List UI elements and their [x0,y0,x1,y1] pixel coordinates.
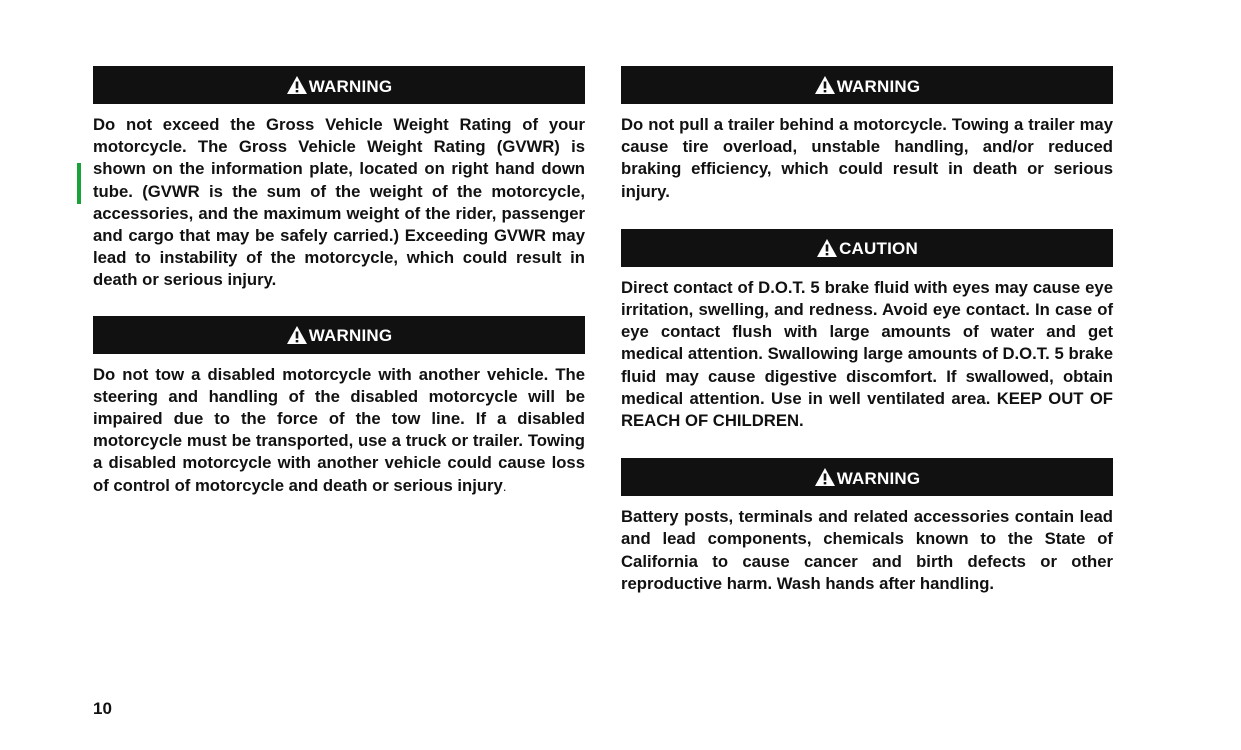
left-column [93,66,585,522]
warning-triangle-icon [286,75,308,95]
banner-label: WARNING [308,76,393,96]
notice-text: Do not exceed the Gross Vehicle Weight Rating of your motorcycle. The Gross Vehicle Weight Rating (GVWR) is shown on the information plate, located on right hand down tube. (GVWR is the sum of the weight of the motorcycle, accessories, and the maximum weight of the rider, passenger and cargo that may be safely carried.) Exceeding GVWR may lead to instability of the motorcycle, which could result in death or serious injury. [93,115,585,290]
banner-label: WARNING [836,76,921,96]
notice-text: Direct contact of D.O.T. 5 brake fluid with eyes may cause eye irritation, swelling, and redness. Avoid eye contact. In case of eye contact flush with large amounts of water and get medical attention. Swallowing large amounts of D.O.T. 5 brake fluid may cause digestive discomfort. If swallowed, obtain medical attention. Use in well ventilated area. KEEP OUT OF REACH OF CHILDREN. [621,277,1113,431]
warning-triangle-icon [816,238,838,258]
warning-banner [621,458,1113,496]
notice-text-wrapper [93,364,585,498]
page-number: 10 [93,699,112,718]
banner-label: WARNING [836,468,921,488]
revision-change-bar [77,163,81,204]
trailing-period: . [502,478,507,494]
brake-fluid-caution [621,229,1113,432]
gvwr-warning [93,66,585,292]
warning-banner [93,316,585,354]
notice-text: Do not pull a trailer behind a motorcycle. Towing a trailer may cause tire overload, unstable handling, and/or reduced braking efficiency, which could result in death or serious injury. [621,115,1113,201]
battery-warning [621,458,1113,595]
banner-label: WARNING [308,326,393,346]
towing-warning [93,316,585,498]
warning-banner [621,66,1113,104]
notice-text: Do not tow a disabled motorcycle with another vehicle. The steering and handling of the disabled motorcycle will be impaired due to the force of the tow line. If a disabled motorcycle must be transported, use a truck or trailer. Towing a disabled motorcycle with another vehicle could cause loss of control of motorcycle and death or serious injury [93,364,585,495]
caution-banner [621,229,1113,267]
warning-triangle-icon [814,467,836,487]
trailer-warning [621,66,1113,203]
banner-label: CAUTION [839,239,918,259]
notice-text: Battery posts, terminals and related accessories contain lead and lead components, chemicals known to the State of California to cause cancer and birth defects or other reproductive harm. Wash hands after handling. [621,507,1113,593]
right-column [621,66,1113,619]
warning-triangle-icon [814,75,836,95]
warning-triangle-icon [286,325,308,345]
warning-banner [93,66,585,104]
